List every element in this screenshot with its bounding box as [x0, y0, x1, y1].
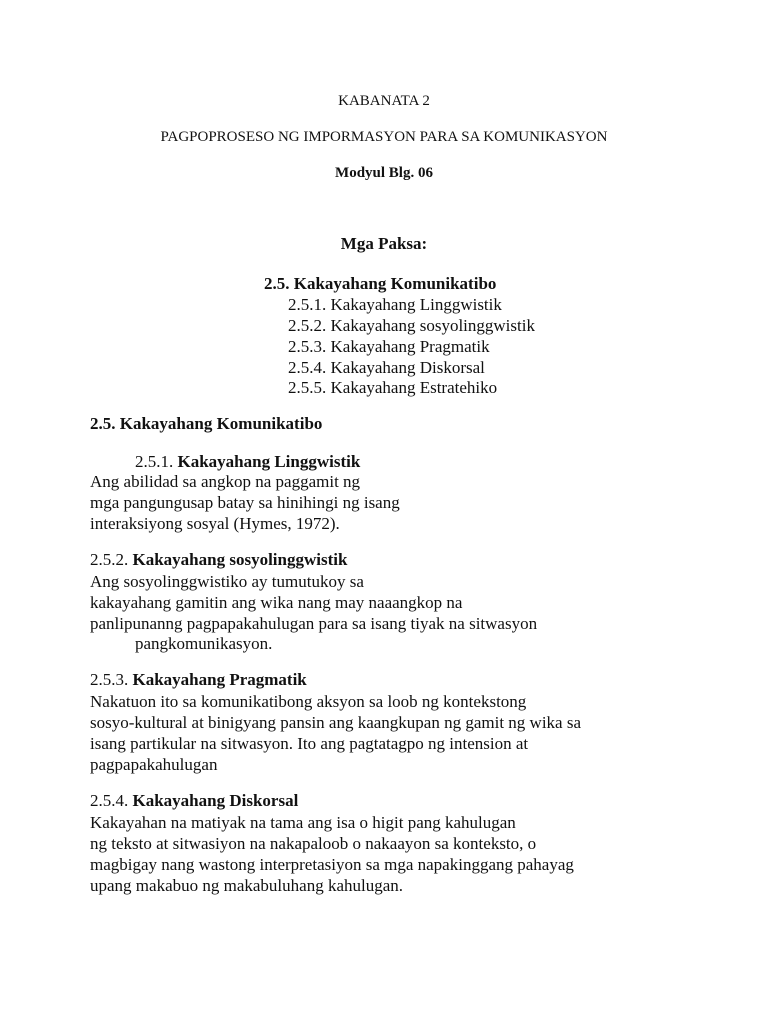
paragraph-line: Ang sosyolinggwistiko ay tumutukoy sa	[90, 572, 364, 591]
section-number: 2.5.3.	[90, 670, 129, 689]
section-number: 2.5.4.	[90, 791, 129, 810]
section-number: 2.5.2.	[90, 550, 129, 569]
paragraph-line: interaksiyong sosyal (Hymes, 1972).	[90, 514, 340, 533]
paragraph-line: pagpapakahulugan	[90, 755, 218, 774]
section-heading	[135, 452, 360, 472]
topics-heading: Mga Paksa:	[340, 234, 428, 253]
section-title: Kakayahang Linggwistik	[177, 452, 361, 471]
topics-item: 2.5.2. Kakayahang sosyolinggwistik	[288, 316, 535, 335]
paragraph-line: pangkomunikasyon.	[135, 634, 273, 653]
chapter-label: KABANATA 2	[338, 93, 430, 109]
section-number: 2.5.1.	[135, 452, 174, 471]
section-title: Kakayahang Pragmatik	[132, 670, 307, 689]
paragraph-line: Ang abilidad sa angkop na paggamit ng	[90, 472, 361, 491]
paragraph-line: ng teksto at sitwasiyon na nakapaloob o nakaayon sa konteksto, o	[90, 834, 537, 853]
chapter-title: PAGPOPROSESO NG IMPORMASYON PARA SA KOMUNIKASYON	[160, 129, 608, 145]
paragraph-line: kakayahang gamitin ang wika nang may naaangkop na	[90, 593, 463, 612]
section-title: Kakayahang Diskorsal	[132, 791, 299, 810]
section-heading	[90, 791, 298, 811]
paragraph-line: sosyo-kultural at binigyang pansin ang kaangkupan ng gamit ng wika sa	[90, 713, 582, 732]
section-main-heading: 2.5. Kakayahang Komunikatibo	[90, 414, 323, 433]
paragraph-line: upang makabuo ng makabuluhang kahulugan.	[90, 876, 404, 895]
paragraph-line: isang partikular na sitwasyon. Ito ang pagtatagpo ng intension at	[90, 734, 529, 753]
paragraph-line: Nakatuon ito sa komunikatibong aksyon sa loob ng kontekstong	[90, 692, 527, 711]
topics-item: 2.5.4. Kakayahang Diskorsal	[288, 358, 485, 377]
topics-item: 2.5.5. Kakayahang Estratehiko	[288, 378, 498, 397]
topics-item: 2.5.3. Kakayahang Pragmatik	[288, 337, 490, 356]
topics-main-item: 2.5. Kakayahang Komunikatibo	[264, 274, 497, 293]
section-heading	[90, 670, 307, 690]
section-title: Kakayahang sosyolinggwistik	[132, 550, 348, 569]
topics-item: 2.5.1. Kakayahang Linggwistik	[288, 295, 502, 314]
section-heading	[90, 550, 347, 570]
module-number: Modyul Blg. 06	[335, 165, 433, 181]
paragraph-line: Kakayahan na matiyak na tama ang isa o higit pang kahulugan	[90, 813, 516, 832]
paragraph-line: magbigay nang wastong interpretasiyon sa mga napakinggang pahayag	[90, 855, 574, 874]
paragraph-line: mga pangungusap batay sa hinihingi ng isang	[90, 493, 400, 512]
paragraph-line: panlipunanng pagpapakahulugan para sa isang tiyak na sitwasyon	[90, 614, 538, 633]
